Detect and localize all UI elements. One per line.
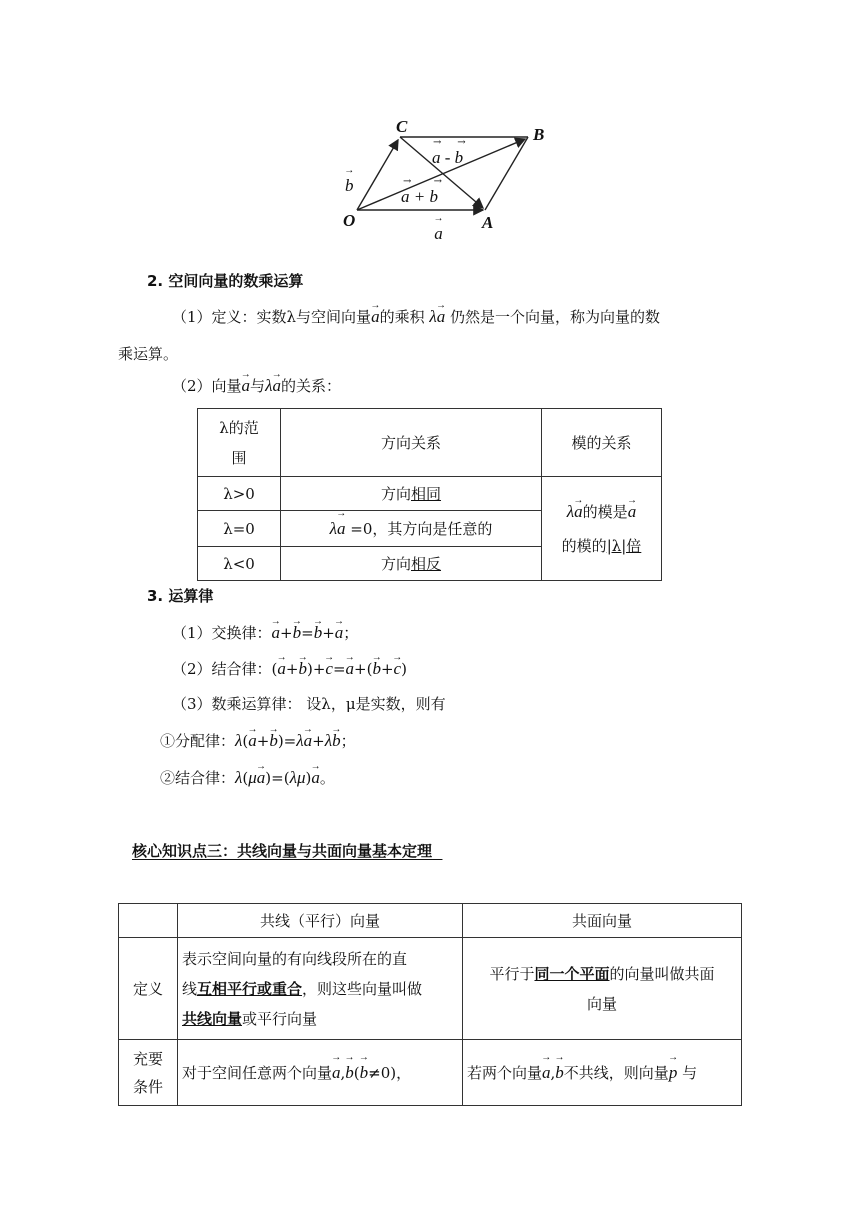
direction-any: λ→ a =0，其方向是任意的: [281, 511, 542, 547]
t2-row-condition-label: 充要 条件: [119, 1040, 178, 1106]
vector-a: → a: [628, 495, 637, 529]
label-a-plus-b: a + b: [401, 187, 438, 206]
range-positive: λ>0: [198, 477, 281, 511]
label-vector-b: → b: [345, 176, 354, 196]
parallelogram-figure: [330, 112, 560, 247]
modulus-relation: [542, 477, 662, 581]
modulus-l1: 的模是: [582, 502, 628, 521]
vector-a: → a: [242, 375, 251, 397]
scalar-multiplication-table: [197, 408, 662, 581]
section2-title: 2. 空间向量的数乘运算: [147, 272, 304, 290]
definition-line: [172, 306, 660, 328]
t2-coplanar-definition: 平行于同一个平面的向量叫做共面 向量: [463, 938, 742, 1040]
lambda-a: λ→ a: [567, 502, 583, 521]
range-zero: λ=0: [198, 511, 281, 547]
relation-mid: 与: [250, 377, 266, 395]
lambda-a: λ→ a: [429, 307, 445, 326]
point-C: C: [396, 117, 408, 136]
relation-prefix: （2）向量: [172, 377, 242, 395]
associative-law: （2）结合律：(→ a+→ b)+→ c=→ a+(→ b+→ c): [172, 658, 407, 680]
header-lambda-range-l1: λ的范: [219, 418, 259, 437]
relation-line: [172, 375, 341, 397]
scalar-laws-intro: （3）数乘运算律： 设λ，μ是实数，则有: [172, 695, 446, 713]
point-B: B: [533, 125, 545, 144]
definition-line2: 乘运算。: [118, 345, 179, 363]
label-a-minus-b: a - b: [432, 148, 464, 167]
definition-suffix: 仍然是一个向量，称为向量的数: [450, 308, 661, 326]
t2-collinear-condition: 对于空间任意两个向量→ a,→ b(→ b≠0)，: [178, 1040, 463, 1106]
arrows-a-minus-b: → →: [433, 137, 466, 148]
modulus-l2-prefix: 的模的: [561, 536, 607, 555]
associative-law-scalar: ②结合律：λ(μ→ a)=(λμ)→ a。: [160, 767, 335, 789]
arrows-a-plus-b: → →: [403, 176, 443, 187]
vector-a: → a: [371, 306, 380, 328]
modulus-l2-u: |λ|倍: [606, 536, 642, 555]
header-lambda-range: [198, 409, 281, 477]
point-O: O: [343, 211, 356, 230]
collinear-coplanar-table: [118, 903, 742, 1106]
point-A: A: [482, 213, 494, 232]
t2-corner: [119, 904, 178, 938]
header-lambda-range-l2: 围: [231, 448, 247, 467]
distributive-law: ①分配律：λ(→ a+→ b)=λ→ a+λ→ b；: [160, 730, 356, 752]
section3-title: 3. 运算律: [147, 587, 214, 605]
commutative-law: （1）交换律：→ a+→ b=→ b+→ a；: [172, 622, 358, 644]
definition-mid: 的乘积: [379, 308, 425, 326]
core3-title: 核心知识点三：共线向量与共面向量基本定理: [132, 842, 433, 860]
header-modulus: 模的关系: [542, 409, 662, 477]
header-direction: 方向关系: [281, 409, 542, 477]
direction-opposite: 方向相反: [281, 547, 542, 581]
t2-coplanar-condition: 若两个向量→ a,→ b不共线，则向量→ p 与: [463, 1040, 742, 1106]
definition-prefix: （1）定义：实数λ与空间向量: [172, 308, 372, 326]
relation-suffix: 的关系：: [280, 377, 341, 395]
t2-collinear-definition: 表示空间向量的有向线段所在的直 线互相平行或重合，则这些向量叫做 共线向量或平行向量: [178, 938, 463, 1040]
lambda-a: λ→ a: [265, 376, 281, 395]
lambda-a: λ→ a: [330, 519, 346, 538]
range-negative: λ<0: [198, 547, 281, 581]
direction-same: 方向相同: [281, 477, 542, 511]
t2-header-coplanar: 共面向量: [463, 904, 742, 938]
t2-row-definition-label: 定义: [119, 938, 178, 1040]
t2-header-collinear: 共线（平行）向量: [178, 904, 463, 938]
label-vector-a: → a: [434, 224, 443, 244]
